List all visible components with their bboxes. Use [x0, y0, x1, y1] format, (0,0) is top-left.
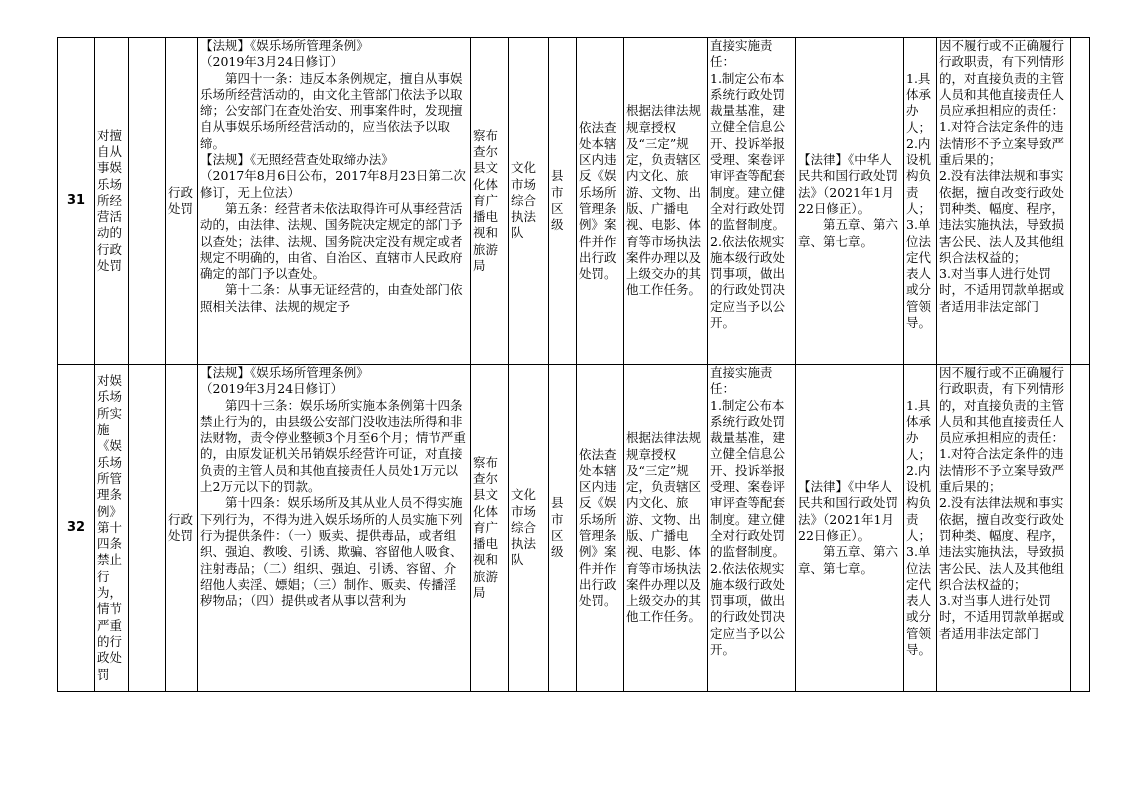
- law-title: 【法律】《中华人民共和国行政处罚法》（2021年1月22日修正）。: [798, 479, 899, 543]
- basis-date: （2017年8月6日公布，2017年8月23日第二次修订，无上位法）: [200, 168, 466, 200]
- law-title: 【法律】《中华人民共和国行政处罚法》（2021年1月22日修正）。: [798, 152, 899, 216]
- item-name: 对娱乐场所实施《娱乐场所管理条例》第十四条禁止行为，情节严重的行政处罚: [95, 365, 129, 692]
- empty-cell: [129, 38, 166, 365]
- enforcement-unit: 文化市场综合执法队: [509, 38, 549, 365]
- basis-article: 第四十三条：娱乐场所实施本条例第十四条禁止行为的，由县级公安部门没收违法所得和非法财物，责令停业整顿3个月至6个月；情节严重的，由原发证机关吊销娱乐经营许可证，对直接负责的主管人员和其他直接责任人员处1万元以上2万元以下的罚款。: [200, 397, 466, 495]
- item-type: 行政处罚: [166, 365, 198, 692]
- admin-level: 县市区级: [549, 365, 577, 692]
- legal-basis: [198, 365, 471, 692]
- item-name: 对擅自从事娱乐场所经营活动的行政处罚: [95, 38, 129, 365]
- legal-basis: [198, 38, 471, 365]
- responsible-subject: 1.具体承办人； 2.内设机构负责人； 3.单位法定代表人或分管领导。: [904, 365, 937, 692]
- scope: 依法查处本辖区内违反《娱乐场所管理条例》案件并作出行政处罚。: [577, 365, 624, 692]
- row-number: 32: [58, 365, 95, 692]
- law-chapters: 第五章、第六章、第七章。: [798, 544, 899, 576]
- enforcement-unit: 文化市场综合执法队: [509, 365, 549, 692]
- table-row: [58, 38, 1090, 365]
- duty: 根据法律法规规章授权及“三定”规定，负责辖区内文化、旅游、文物、出版、广播电视、电影、体育等市场执法案件办理以及上级交办的其他工作任务。: [624, 365, 708, 692]
- accountability-law: [796, 365, 904, 692]
- liability: [937, 365, 1071, 692]
- responsibility: 直接实施责任： 1.制定公布本系统行政处罚裁量基准，建立健全信息公开、投诉举报受理、案卷评审评查等配套制度。建立健全对行政处罚的监督制度。 2.依法依规实施本级行政处罚事项，做出的行政处罚决定应当予以公开。: [708, 365, 796, 692]
- row-number: 31: [58, 38, 95, 365]
- responsibility: 直接实施责任： 1.制定公布本系统行政处罚裁量基准，建立健全信息公开、投诉举报受理、案卷评审评查等配套制度。建立健全对行政处罚的监督制度。 2.依法依规实施本级行政处罚事项，做出的行政处罚决定应当予以公开。: [708, 38, 796, 365]
- basis-article: 第四十一条：违反本条例规定，擅自从事娱乐场所经营活动的，由文化主管部门依法予以取缔；公安部门在查处治安、刑事案件时，发现擅自从事娱乐场所经营活动的，应当依法予以取缔。: [200, 70, 463, 151]
- basis-heading: 【法规】《娱乐场所管理条例》: [200, 365, 369, 380]
- empty-cell: [1071, 38, 1090, 365]
- accountability-law: [796, 38, 904, 365]
- department: 察布查尔县文化体育广播电视和旅游局: [471, 38, 509, 365]
- responsibility-table: [57, 37, 1090, 692]
- item-type: 行政处罚: [166, 38, 198, 365]
- empty-cell: [1071, 365, 1090, 692]
- liability-text: 因不履行或不正确履行行政职责，有下列情形的，对直接负责的主管人员和其他直接责任人员应承担相应的责任： 1.对符合法定条件的违法情形不予立案导致严重后果的； 2.没有法律法规和事实依据，擅自改变行政处罚种类、幅度、程序，违法实施执法，导致损害公民、法人及其他组织合法权益的； 3.对当事人进行处罚时，不适用罚款单据或者适用非法定部门: [939, 38, 1065, 314]
- liability-text: 因不履行或不正确履行行政职责，有下列情形的，对直接负责的主管人员和其他直接责任人员应承担相应的责任： 1.对符合法定条件的违法情形不予立案导致严重后果的； 2.没有法律法规和事实依据，擅自改变行政处罚种类、幅度、程序，违法实施执法，导致损害公民、法人及其他组织合法权益的； 3.对当事人进行处罚时，不适用罚款单据或者适用非法定部门: [939, 365, 1065, 641]
- basis-article: 第十四条：娱乐场所及其从业人员不得实施下列行为，不得为进入娱乐场所的人员实施下列行为提供条件：（一）贩卖、提供毒品，或者组织、强迫、教唆、引诱、欺骗、容留他人吸食、注射毒品；（二）组织、强迫、引诱、容留、介绍他人卖淫、嫖娼；（三）制作、贩卖、传播淫秽物品；（四）提供或者从事以营利为: [200, 495, 463, 609]
- basis-article: 第五条：经营者未依法取得许可从事经营活动的，由法律、法规、国务院决定规定的部门予以查处；法律、法规、国务院决定没有规定或者规定不明确的，由省、自治区、直辖市人民政府确定的部门予以查处。: [200, 200, 463, 282]
- department: 察布查尔县文化体育广播电视和旅游局: [471, 365, 509, 692]
- basis-article: 第十二条：从事无证经营的，由查处部门依照相关法律、法规的规定予: [200, 282, 463, 314]
- admin-level: 县市区级: [549, 38, 577, 365]
- duty: 根据法律法规规章授权及“三定”规定，负责辖区内文化、旅游、文物、出版、广播电视、电影、体育等市场执法案件办理以及上级交办的其他工作任务。: [624, 38, 708, 365]
- basis-heading: 【法规】《娱乐场所管理条例》: [200, 38, 369, 53]
- basis-date: （2019年3月24日修订）: [200, 381, 344, 397]
- scope: 依法查处本辖区内违反《娱乐场所管理条例》案件并作出行政处罚。: [577, 38, 624, 365]
- basis-date: （2019年3月24日修订）: [200, 54, 344, 70]
- table-row: [58, 365, 1090, 692]
- liability: [937, 38, 1071, 365]
- law-chapters: 第五章、第六章、第七章。: [798, 217, 899, 249]
- basis-heading: 【法规】《无照经营查处取缔办法》: [200, 152, 394, 168]
- empty-cell: [129, 365, 166, 692]
- responsible-subject: 1.具体承办人； 2.内设机构负责人； 3.单位法定代表人或分管领导。: [904, 38, 937, 365]
